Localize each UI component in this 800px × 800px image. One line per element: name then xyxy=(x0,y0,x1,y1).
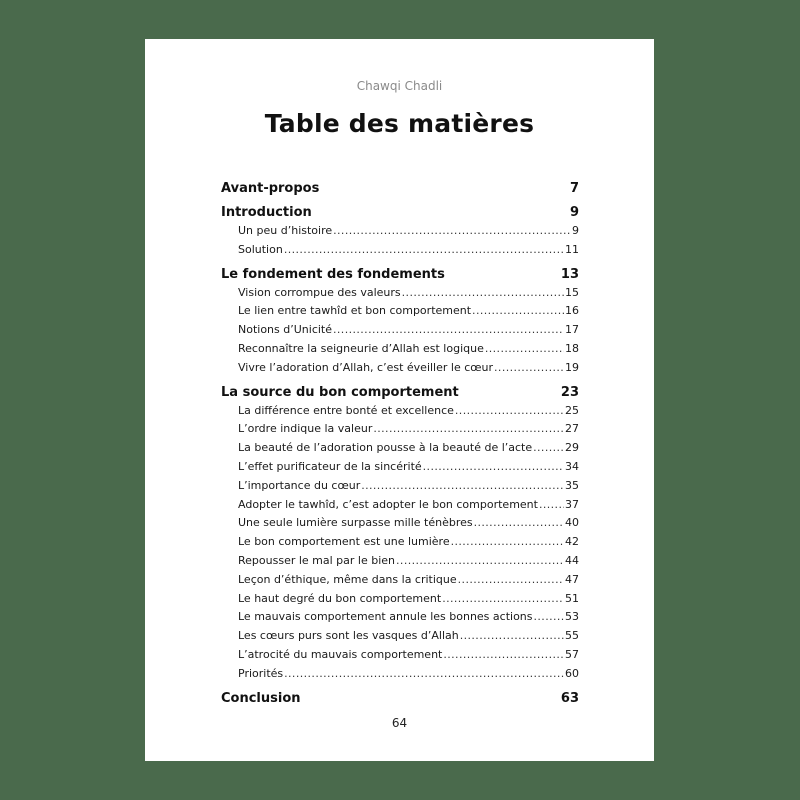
toc-entry-label: Reconnaître la seigneurie d’Allah est logique xyxy=(238,341,484,355)
toc-entry xyxy=(221,439,579,458)
toc-entry xyxy=(221,420,579,439)
toc-entry-page: 34 xyxy=(565,459,579,473)
toc-chapter-title: Introduction xyxy=(221,205,312,220)
toc-entry-label: L’effet purificateur de la sincérité xyxy=(238,459,422,473)
toc-entry-page: 55 xyxy=(565,629,579,643)
toc-entry xyxy=(221,665,579,684)
toc-entry-label: Les cœurs purs sont les vasques d’Allah xyxy=(238,629,459,643)
toc-chapter-heading xyxy=(221,204,579,222)
toc-entry xyxy=(221,552,579,571)
toc-entry-page: 57 xyxy=(565,647,579,661)
toc-entry-label: L’importance du cœur xyxy=(238,478,361,492)
toc-leader-dots xyxy=(333,321,564,340)
toc-entry-page: 29 xyxy=(565,441,579,455)
toc-leader-dots xyxy=(396,552,564,571)
toc-entry xyxy=(221,340,579,359)
toc-entry xyxy=(221,321,579,340)
toc-leader-dots xyxy=(373,420,564,439)
toc-chapter-title: Conclusion xyxy=(221,690,301,706)
page-number: 64 xyxy=(391,716,408,730)
toc-chapter-title: Avant-propos xyxy=(221,181,320,196)
toc-entry xyxy=(221,496,579,515)
toc-entry xyxy=(221,477,579,496)
toc-entry xyxy=(221,608,579,627)
toc-entry xyxy=(221,571,579,590)
toc-entry-label: Priorités xyxy=(238,666,284,680)
toc-chapter xyxy=(221,266,579,378)
toc-chapter xyxy=(221,384,579,684)
toc-chapter-title: Le fondement des fondements xyxy=(221,266,445,282)
page-title: Table des matières xyxy=(264,109,535,138)
toc-leader-dots xyxy=(539,496,564,515)
toc-leader-dots xyxy=(442,590,564,609)
toc-entry xyxy=(221,458,579,477)
toc-entry xyxy=(221,284,579,303)
toc-leader-dots xyxy=(443,646,564,665)
toc-entry-page: 37 xyxy=(565,497,579,511)
toc-entry xyxy=(221,533,579,552)
toc-leader-dots xyxy=(474,514,564,533)
toc-leader-dots xyxy=(534,608,564,627)
toc-chapter xyxy=(221,180,579,198)
toc-entry xyxy=(221,514,579,533)
toc-chapter-heading xyxy=(221,180,579,198)
toc-entry-page: 27 xyxy=(565,422,579,436)
toc-leader-dots xyxy=(460,627,564,646)
toc-entry-page: 35 xyxy=(565,478,579,492)
toc-chapter-page: 9 xyxy=(569,205,579,220)
toc-entry-label: Le bon comportement est une lumière xyxy=(238,535,450,549)
toc-chapter xyxy=(221,690,579,708)
toc-entry-label: Leçon d’éthique, même dans la critique xyxy=(238,572,457,586)
toc-entry-label: La différence entre bonté et excellence xyxy=(238,403,454,417)
toc-entry-page: 44 xyxy=(565,553,579,567)
toc-entry-label: Vision corrompue des valeurs xyxy=(238,285,401,299)
toc-entry xyxy=(221,646,579,665)
toc-entry-page: 40 xyxy=(565,516,579,530)
toc-entry xyxy=(221,627,579,646)
toc-entry-label: La beauté de l’adoration pousse à la beauté de l’acte xyxy=(238,441,533,455)
toc-entry-page: 9 xyxy=(572,224,579,237)
toc-leader-dots xyxy=(451,533,564,552)
toc-entry-label: Le lien entre tawhîd et bon comportement xyxy=(238,304,472,318)
toc-chapter-heading xyxy=(221,384,579,402)
toc-leader-dots xyxy=(333,222,571,241)
toc-entry-page: 19 xyxy=(565,360,579,374)
toc-entry xyxy=(221,241,579,260)
book-page xyxy=(145,39,654,761)
toc-entry-label: L’ordre indique la valeur xyxy=(238,422,373,436)
toc-chapter-page: 7 xyxy=(569,181,579,196)
toc-entry-page: 60 xyxy=(565,666,579,680)
toc-entry-label: Repousser le mal par le bien xyxy=(238,553,396,567)
toc-leader-dots xyxy=(458,571,564,590)
toc-entry-page: 18 xyxy=(565,341,579,355)
toc-entry-label: Solution xyxy=(238,242,283,256)
toc-leader-dots xyxy=(494,359,564,378)
toc-chapter-heading xyxy=(221,266,579,284)
toc-entry-label: Notions d’Unicité xyxy=(238,323,332,337)
toc-chapter-page: 63 xyxy=(560,690,579,706)
toc-leader-dots xyxy=(402,284,564,303)
toc-entry xyxy=(221,359,579,378)
toc-entry-page: 25 xyxy=(565,403,579,417)
toc-leader-dots xyxy=(361,477,564,496)
running-header-author: Chawqi Chadli xyxy=(356,79,443,93)
toc-entry-page: 15 xyxy=(565,285,579,299)
toc-chapter-page: 13 xyxy=(560,266,579,282)
toc-leader-dots xyxy=(485,340,564,359)
toc-leader-dots xyxy=(533,439,564,458)
toc-entry-label: L’atrocité du mauvais comportement xyxy=(238,647,443,661)
toc-entry-label: Un peu d’histoire xyxy=(238,224,333,237)
toc-leader-dots xyxy=(284,665,564,684)
toc-entry-page: 11 xyxy=(565,242,579,256)
toc-chapter-page: 23 xyxy=(560,384,579,400)
toc-entry xyxy=(221,590,579,609)
toc-leader-dots xyxy=(284,241,564,260)
toc-leader-dots xyxy=(455,402,564,421)
toc-entry xyxy=(221,222,579,241)
toc-entry-page: 47 xyxy=(565,572,579,586)
toc-chapter xyxy=(221,204,579,260)
toc-entry-label: Adopter le tawhîd, c’est adopter le bon comportement xyxy=(238,497,538,511)
table-of-contents xyxy=(221,180,579,708)
toc-entry-page: 42 xyxy=(565,535,579,549)
toc-entry-label: Vivre l’adoration d’Allah, c’est éveiller le cœur xyxy=(238,360,494,374)
toc-entry-page: 17 xyxy=(565,323,579,337)
toc-entry-label: Le haut degré du bon comportement xyxy=(238,591,442,605)
toc-leader-dots xyxy=(472,302,564,321)
toc-chapter-title: La source du bon comportement xyxy=(221,384,459,400)
toc-entry xyxy=(221,402,579,421)
toc-entry-page: 16 xyxy=(565,304,579,318)
toc-entry-page: 53 xyxy=(565,610,579,624)
toc-entry-label: Le mauvais comportement annule les bonnes actions xyxy=(238,610,533,624)
toc-entry-label: Une seule lumière surpasse mille ténèbres xyxy=(238,516,473,530)
toc-chapter-heading xyxy=(221,690,579,708)
toc-entry xyxy=(221,302,579,321)
toc-leader-dots xyxy=(423,458,564,477)
toc-entry-page: 51 xyxy=(565,591,579,605)
